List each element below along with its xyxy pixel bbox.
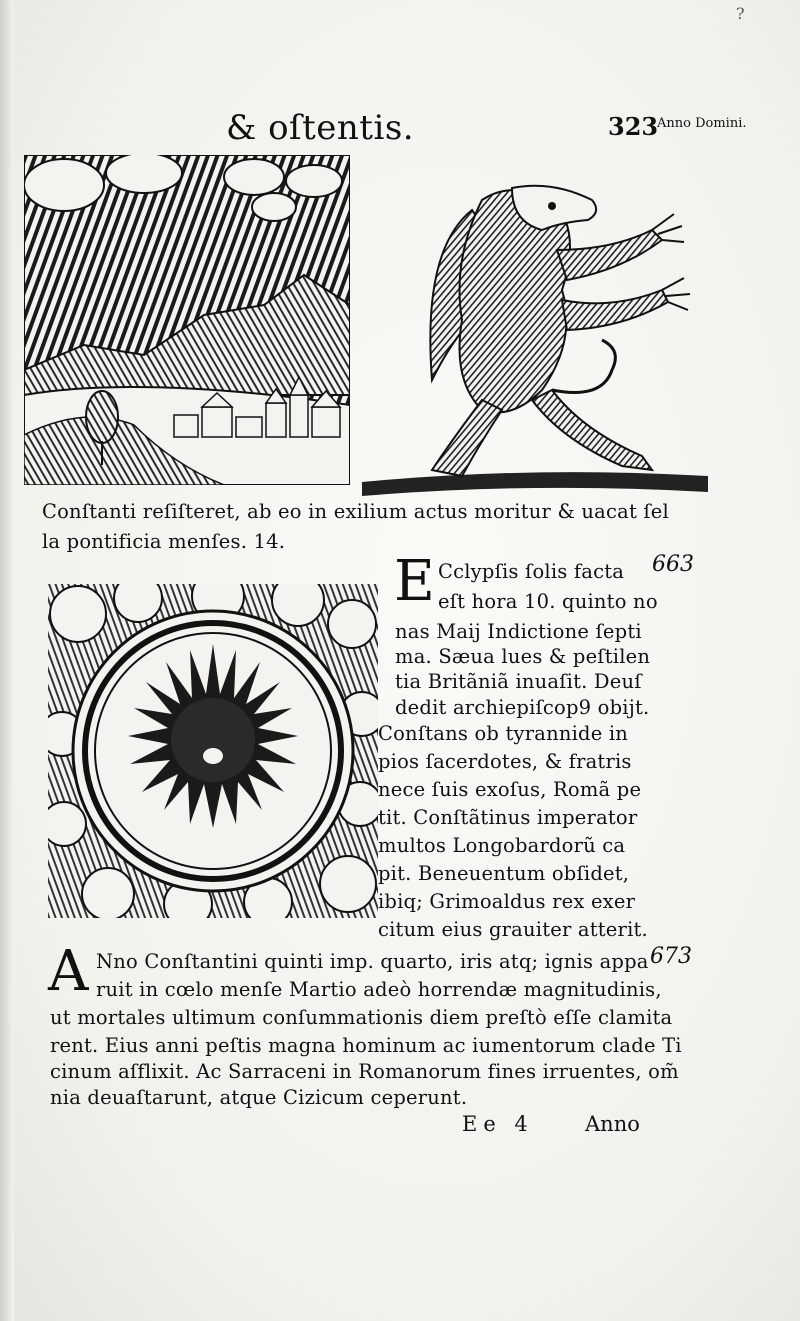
text-line: Conſtanti reſiſteret, ab eo in exilium actus moritur & uacat ſel: [42, 500, 669, 523]
text-line: ma. Sæua lues & peſtilen: [395, 645, 651, 668]
text-line: pit. Beneuentum obſidet,: [378, 862, 630, 885]
text-line: multos Longobardorũ ca: [378, 834, 626, 857]
text-line: nas Maij Indictione ſepti: [395, 620, 642, 643]
margin-year-label: Anno Domini.: [657, 116, 747, 131]
text-line: ibiq; Grimoaldus rex exer: [378, 890, 636, 913]
sun-woodcut-image: [48, 584, 378, 918]
text-line: Nno Conſtantini quinti imp. quarto, iris atq; ignis appa: [96, 950, 649, 973]
catchword: Anno: [585, 1112, 640, 1136]
text-line: nece ſuis exoſus, Romã pe: [378, 778, 642, 801]
text-line: ruit in cœlo menſe Martio adeò horrendæ magnitudinis,: [96, 978, 662, 1001]
monster-woodcut-image: [362, 170, 708, 500]
page-gutter: [0, 0, 14, 1321]
text-line: ut mortales ultimum conſummationis diem preſtò eſſe clamita: [50, 1006, 673, 1029]
text-line: cinum aſflixit. Ac Sarraceni in Romanorum fines irruentes, om̃: [50, 1060, 679, 1083]
drop-cap: E: [394, 549, 435, 614]
margin-year: 663: [652, 552, 694, 577]
text-line: tia Britãniã inuaſit. Deuſ: [395, 670, 642, 693]
text-line: rent. Eius anni peſtis magna hominum ac iumentorum clade Ti: [50, 1034, 682, 1057]
margin-year: 673: [650, 944, 692, 969]
text-line: nia deuaſtarunt, atque Cizicum ceperunt.: [50, 1086, 468, 1109]
text-line: pios ſacerdotes, & fratris: [378, 750, 632, 773]
running-title: & oſtentis.: [226, 108, 415, 148]
folio-number: 323: [608, 112, 659, 141]
storm-woodcut-image: [24, 155, 350, 485]
text-line: la pontificia menſes. 14.: [42, 530, 286, 553]
text-line: dedit archiepiſcop9 obijt.: [395, 696, 650, 719]
corner-mark: ?: [736, 4, 745, 23]
text-line: Cclypſis ſolis facta: [438, 560, 625, 583]
text-line: Conſtans ob tyrannide in: [378, 722, 629, 745]
drop-cap: A: [48, 939, 89, 1004]
text-line: eſt hora 10. quinto no: [438, 590, 658, 613]
signature-mark: Ee 4: [462, 1112, 534, 1136]
text-line: tit. Conſtãtinus imperator: [378, 806, 638, 829]
text-line: citum eius grauiter atterit.: [378, 918, 648, 941]
